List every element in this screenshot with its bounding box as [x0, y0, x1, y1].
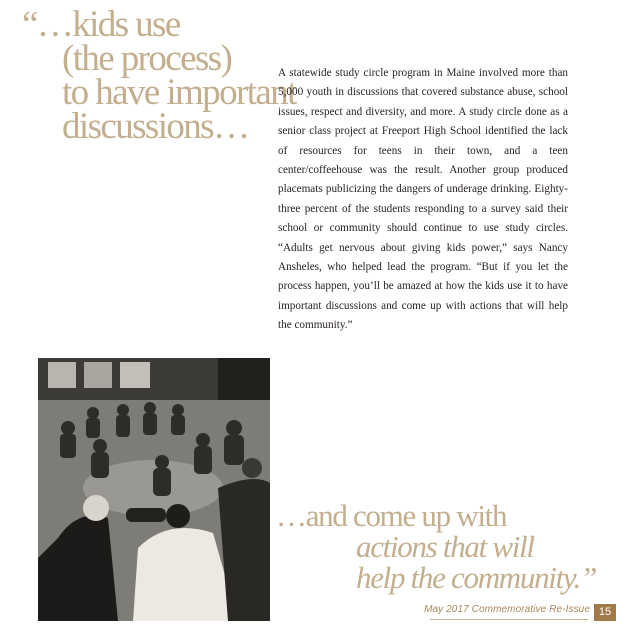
pull-quote-top — [22, 4, 296, 147]
pull-quote-top-line-3: to have important — [62, 72, 296, 113]
pull-quote-bottom — [276, 500, 596, 593]
pull-quote-top-line-2: (the process) — [62, 38, 232, 79]
page-number-badge: 15 — [594, 604, 616, 621]
pull-quote-top-line-1: “…kids use — [22, 4, 180, 45]
pull-quote-bottom-line-2: actions that will — [356, 529, 534, 564]
footer-divider — [430, 619, 588, 620]
study-circle-photo — [38, 358, 270, 621]
issue-label: May 2017 Commemorative Re-Issue — [424, 604, 590, 615]
pull-quote-bottom-line-3: help the community.” — [356, 560, 597, 595]
article-body: A statewide study circle program in Maine involved more than 5,000 youth in discussions that covered substance abuse, school issues, respect and diversity, and more. A study circle done as a senior class project at Freeport High School identified the lack of resources for teens in their town, and a teen center/coffeehouse was the result. Another group produced placemats publicizing the dangers of underage drinking. Eighty-three percent of the students responding to a survey said their school or community should continue to use study circles. “Adults get nervous about giving kids power,” says Nancy Ansheles, who helped lead the program. “But if you let the process happen, you’ll be amazed at how the kids use it to have important discussions and come up with actions that will help the community.” — [278, 67, 568, 332]
pull-quote-bottom-line-1: …and come up with — [276, 498, 507, 533]
pull-quote-top-line-4: discussions… — [62, 106, 249, 147]
